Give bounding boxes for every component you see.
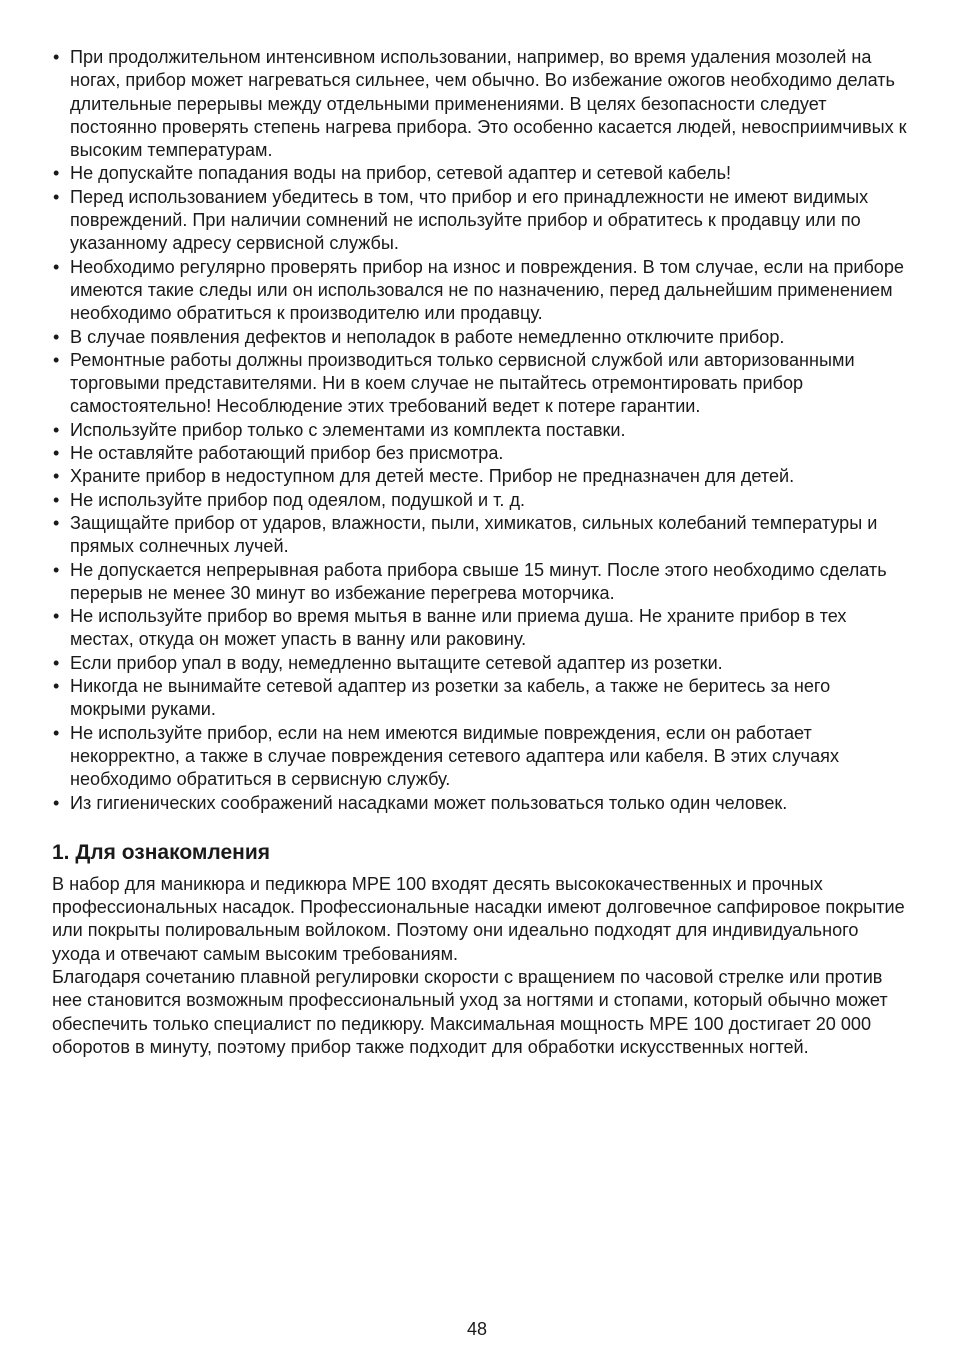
bullet-text: В случае появления дефектов и неполадок в работе немедленно отключите прибор. [70, 326, 785, 347]
list-item [52, 675, 908, 722]
bullet-text: При продолжительном интенсивном использовании, например, во время удаления мозолей на ногах, прибор может нагреваться сильнее, чем обычно. Во избежание ожогов необходимо делать длительные перерывы между отдельными применениями. В целях безопасности следует постоянно проверять степень нагрева прибора. Это особенно касается людей, невосприимчивых к высоким температурам. [70, 47, 907, 161]
bullet-marker: • [53, 349, 60, 370]
document-page [52, 46, 908, 1059]
bullet-marker: • [53, 676, 60, 697]
section-paragraph-intro: В набор для маникюра и педикюра MPE 100 входят десять высококачественных и прочных профессиональных насадок. Профессиональные насадки имеют долговечное сапфировое покрытие или покрыты полировальным войлоком. Поэтому они идеально подходят для индивидуального ухода и отвечают самым высоким требованиям. [52, 873, 905, 964]
bullet-marker: • [53, 466, 60, 487]
list-item [52, 605, 908, 652]
section-heading: 1. Для ознакомления [52, 840, 270, 864]
list-item [52, 559, 908, 606]
list-item [52, 256, 908, 326]
bullet-text: Не используйте прибор во время мытья в ванне или приема душа. Не храните прибор в тех местах, откуда он может упасть в ванну или раковину. [70, 606, 847, 650]
bullet-marker: • [53, 256, 60, 277]
bullet-marker: • [53, 326, 60, 347]
list-item [52, 46, 908, 162]
bullet-marker: • [53, 489, 60, 510]
list-item [52, 722, 908, 792]
bullet-marker: • [53, 47, 60, 67]
bullet-marker: • [53, 559, 60, 580]
bullet-marker: • [53, 419, 60, 440]
list-item [52, 419, 908, 442]
page-number: 48 [466, 1319, 488, 1339]
bullet-text: Из гигиенических соображений насадками может пользоваться только один человек. [70, 792, 788, 813]
bullet-text: Перед использованием убедитесь в том, что прибор и его принадлежности не имеют видимых повреждений. При наличии сомнений не используйте прибор и обратитесь к продавцу или по указанному адресу сервисной службы. [70, 186, 869, 254]
list-item [52, 162, 908, 185]
bullet-text: Не используйте прибор, если на нем имеются видимые повреждения, если он работает некорректно, а также в случае повреждения сетевого адаптера или кабеля. В этих случаях необходимо обратиться в сервисную службу. [70, 722, 839, 790]
bullet-marker: • [53, 512, 60, 533]
list-item [52, 349, 908, 419]
bullet-marker: • [53, 186, 60, 207]
bullet-text: Защищайте прибор от ударов, влажности, пыли, химикатов, сильных колебаний температуры и прямых солнечных лучей. [70, 512, 878, 557]
bullet-text: Необходимо регулярно проверять прибор на износ и повреждения. В том случае, если на приборе имеются такие следы или он использовался не по назначению, перед дальнейшим применением необходимо обратиться к производителю или продавцу. [70, 256, 904, 324]
list-item [52, 489, 908, 512]
bullet-text: Храните прибор в недоступном для детей месте. Прибор не предназначен для детей. [70, 466, 795, 487]
bullet-text: Используйте прибор только с элементами из комплекта поставки. [70, 419, 626, 440]
bullet-marker: • [53, 163, 60, 184]
bullet-marker: • [53, 652, 60, 673]
bullet-text: Не оставляйте работающий прибор без присмотра. [70, 443, 504, 464]
bullet-marker: • [53, 443, 60, 464]
list-item [52, 652, 908, 675]
list-item [52, 186, 908, 256]
bullet-text: Не используйте прибор под одеялом, подушкой и т. д. [70, 489, 526, 510]
bullet-marker: • [53, 606, 60, 627]
list-item [52, 442, 908, 465]
bullet-text: Если прибор упал в воду, немедленно вытащите сетевой адаптер из розетки. [70, 652, 723, 673]
list-item [52, 512, 908, 559]
bullet-text: Не допускайте попадания воды на прибор, сетевой адаптер и сетевой кабель! [70, 163, 732, 184]
safety-bullet-list [52, 46, 908, 815]
bullet-text: Никогда не вынимайте сетевой адаптер из розетки за кабель, а также не беритесь за него мокрыми руками. [70, 676, 831, 720]
list-item [52, 792, 908, 815]
bullet-text: Ремонтные работы должны производиться только сервисной службой или авторизованными торговыми представителями. Ни в коем случае не пытайтесь отремонтировать прибор самостоятельно! Несоблюдение этих требований ведет к потере гарантии. [70, 349, 855, 417]
bullet-marker: • [53, 722, 60, 743]
section-paragraph-speed: Благодаря сочетанию плавной регулировки скорости с вращением по часовой стрелке или против нее становится возможным профессиональный уход за ногтями и стопами, который обычно может обеспечить только специалист по педикюру. Максимальная мощность MPE 100 достигает 20 000 оборотов в минуту, поэтому прибор также подходит для обработки искусственных ногтей. [52, 966, 888, 1057]
bullet-marker: • [53, 792, 60, 813]
bullet-text: Не допускается непрерывная работа прибора свыше 15 минут. После этого необходимо сделать перерыв не менее 30 минут во избежание перегрева моторчика. [70, 559, 887, 603]
list-item [52, 465, 908, 488]
list-item [52, 326, 908, 349]
